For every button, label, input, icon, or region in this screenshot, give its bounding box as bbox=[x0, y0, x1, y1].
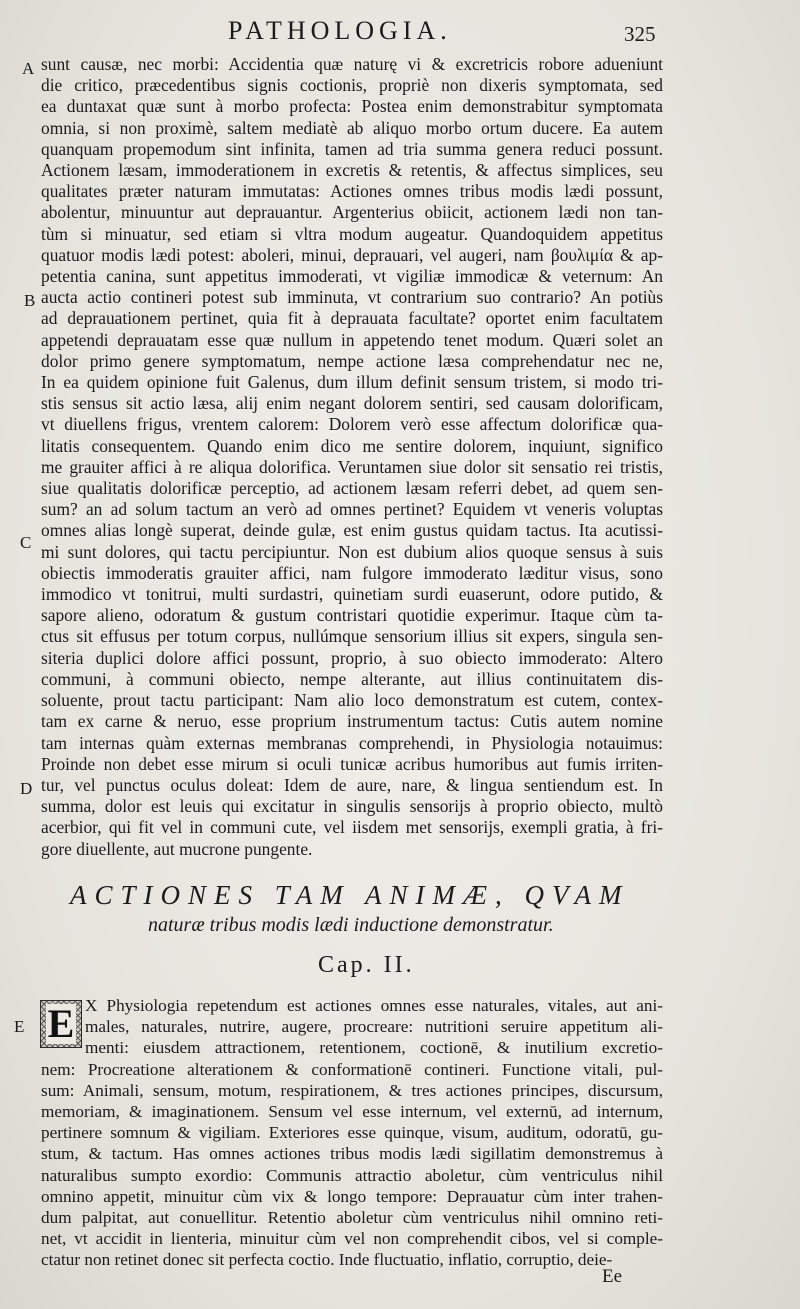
text-line: immodico vt tonitrui, multi surdastri, quinetiam surdi euaserunt, odore putido, & bbox=[41, 584, 663, 605]
text-line: tùm si minuatur, sed etiam si vltra modum augeatur. Quandoquidem appetitus bbox=[41, 223, 663, 244]
chapter-label: Cap. bbox=[318, 952, 375, 978]
text-line: qualitates præter naturam immutatas: Actiones omnes tribus modis lædi possunt, bbox=[41, 181, 663, 202]
text-line: tam ex carne & neruo, esse proprium instrumentum tactus: Cutis autem nomine bbox=[41, 711, 663, 732]
margin-marker-d: D bbox=[20, 779, 33, 798]
text-line: appetendi deprauatam esse quæ nullum in appetendo tenet modum. Quæri solet an bbox=[41, 329, 663, 350]
text-line: litatis consequentem. Quando enim dico me sentire dolorem, inquiunt, significo bbox=[41, 435, 663, 456]
text-line: ctus sit effusus per totum corpus, nullúmque sensorium illius sit expers, singula sen- bbox=[41, 626, 663, 647]
chapter-number bbox=[318, 952, 415, 979]
text-line: memoriam, & imaginationem. Sensum vel esse internum, vel externū, ad internum, bbox=[41, 1102, 663, 1122]
text-line: siteria duplici dolore affici possunt, proprio, à suo obiecto immoderato: Altero bbox=[41, 647, 663, 668]
text-line: sum: Animali, sensum, motum, respirationem, & tres actiones principes, discursum, bbox=[41, 1080, 663, 1100]
text-line: vt diuellens frigus, vrentem calorem: Dolorem verò esse affectum dolorificæ qua- bbox=[41, 414, 663, 435]
text-line: omnes alias longè superat, deinde gulæ, est enim gustus quidam tactus. Ita acutissi- bbox=[41, 520, 663, 541]
text-line: tur, vel punctus oculus doleat: Idem de aure, nare, & lingua sentiendum est. In bbox=[41, 774, 663, 795]
text-line: soluente, prout tactu participant: Nam alio loco demonstratum est cutem, contex- bbox=[41, 690, 663, 711]
text-line: acerbior, qui fit vel in communi cute, vel iisdem met sensorijs, exempli gratia, à fri- bbox=[41, 817, 663, 838]
text-line: gore diuellente, aut mucrone pungente. bbox=[41, 838, 313, 859]
margin-marker-a: A bbox=[22, 59, 35, 78]
text-line: obiectis immoderatis grauiter affici, nam fulgore immoderato læditur visus, sono bbox=[41, 562, 663, 583]
chapter-subheading: naturæ tribus modis lædi inductione demonstratur. bbox=[148, 914, 554, 936]
text-line: dum palpitat, aut conuellitur. Retentio aboletur cùm ventriculus nihil omnino reti- bbox=[41, 1208, 663, 1228]
text-line: omnia, si non proximè, saltem mediatè ab aliquo morbo ortum ducere. Ea autem bbox=[41, 117, 663, 138]
text-line: sapore alieno, odoratum & gustum contristari quotidie experimur. Itaque cùm ta- bbox=[41, 605, 663, 626]
text-line: siue qualitatis dolorificæ perceptio, ad actionem læsam referri debet, ad quem sen- bbox=[41, 478, 663, 499]
text-line: stum, & tactum. Has omnes actiones tribus modis lædi sigillatim demonstremus à bbox=[41, 1144, 663, 1164]
page-number: 325 bbox=[624, 22, 656, 46]
chapter-numeral: II. bbox=[383, 952, 415, 978]
text-line: sum? an ad solum tactum an verò ad omnes pertinet? Equidem vt veneris voluptas bbox=[41, 499, 663, 520]
text-line: pertinere somnum & vigiliam. Exteriores esse quinque, visum, auditum, odoratū, gu- bbox=[41, 1123, 663, 1143]
running-head bbox=[0, 12, 800, 52]
text-line: omnino appetit, minuitur cùm vix & longo tempore: Deprauatur cùm inter trahen- bbox=[41, 1186, 663, 1206]
text-line: Proinde non debet esse mirum si oculi tunicæ acribus humoribus aut fumis irriten- bbox=[41, 753, 663, 774]
text-line: abolentur, minuuntur aut deprauantur. Argenterius obiicit, actionem lædi non tan- bbox=[41, 202, 663, 223]
text-line: summa, dolor est leuis qui excitatur in singulis sensorijs à proprio obiecto, multò bbox=[41, 796, 663, 817]
text-line: petentia canina, sunt appetitus immoderati, vt vigiliæ immodicæ & veternum: An bbox=[41, 266, 663, 287]
text-line: Actionem læsam, immoderationem in excretis & retentis, & affectus simplices, seu bbox=[41, 160, 663, 181]
text-line: In ea quidem opinione fuit Galenus, dum illum definit sensum tristem, si modo tri- bbox=[41, 372, 663, 393]
text-line: communi, à communi obiecto, nempe alterante, aut illius continuitatem dis- bbox=[41, 668, 663, 689]
text-line: me grauiter affici à re aliqua dolorifica. Veruntamen siue dolor sit sensatio rei tristis, bbox=[41, 456, 663, 477]
chapter-text bbox=[41, 995, 663, 1271]
text-line: aucta actio contineri potest sub imminuta, vt contrarium suo contrario? An potiùs bbox=[41, 287, 663, 308]
text-line: ea duntaxat quæ sunt à morbo profecta: Postea enim demonstrabitur symptomata bbox=[41, 96, 663, 117]
text-line: sunt causæ, nec morbi: Accidentia quæ naturę vi & excretricis robore adueniunt bbox=[41, 54, 663, 74]
text-line: net, vt accidit in lienteria, minuitur cùm vel non comprehendit cibos, vel si comple- bbox=[41, 1229, 663, 1249]
text-line: die critico, præcedentibus signis coctionis, propriè non dixeris symptomata, sed bbox=[41, 75, 663, 96]
text-line: nem: Procreatione alterationem & conformationē contineri. Functione vitali, pul- bbox=[41, 1059, 663, 1079]
text-line: tam internas quàm externas membranas comprehendi, in Physiologia notauimus: bbox=[41, 732, 663, 753]
text-line: quanquam propemodum sint infinita, tamen ad tria summa genera reduci possunt. bbox=[41, 138, 663, 159]
text-line: ad deprauationem pertinet, quia fit à deprauata facultate? oportet enim facultatem bbox=[41, 308, 663, 329]
text-line: menti: eiusdem attractionem, retentionem, coctionē, & inutilium excretio- bbox=[85, 1038, 663, 1058]
text-line: quatuor modis lædi potest: aboleri, minui, deprauari, vel augeri, nam βουλιμία & ap- bbox=[41, 244, 663, 265]
text-line: stis sensus sit actio læsa, alij enim negant dolorem sentiri, sed causam dolorificam, bbox=[41, 393, 663, 414]
chapter-heading: ACTIONES TAM ANIMÆ, QVAM bbox=[70, 880, 630, 910]
text-line: males, naturales, nutrire, augere, procreare: nutritioni seruire appetitum ali- bbox=[85, 1017, 663, 1037]
margin-marker-e: E bbox=[14, 1017, 25, 1036]
text-line: dolor primo genere symptomatum, nempe actione læsa comprehendatur nec ne, bbox=[41, 350, 663, 371]
text-line: ctatur non retinet donec sit perfecta coctio. Inde fluctuatio, inflatio, corruptio, deie- bbox=[41, 1250, 613, 1270]
text-line: X Physiologia repetendum est actiones omnes esse naturales, vitales, aut ani- bbox=[85, 996, 663, 1015]
margin-marker-b: B bbox=[24, 291, 36, 310]
running-title: PATHOLOGIA. bbox=[228, 16, 452, 45]
section-text bbox=[41, 54, 663, 860]
catchword: Ee bbox=[602, 1266, 623, 1287]
drop-cap-letter: E bbox=[47, 1001, 75, 1046]
margin-marker-c: C bbox=[20, 533, 32, 552]
text-line: naturalibus sumpto exordio: Communis attractio aboletur, cùm ventriculus nihil bbox=[41, 1165, 663, 1185]
text-line: mi sunt dolores, qui tactu percipiuntur. Non est dubium alios quoque sensus à suis bbox=[41, 541, 663, 562]
